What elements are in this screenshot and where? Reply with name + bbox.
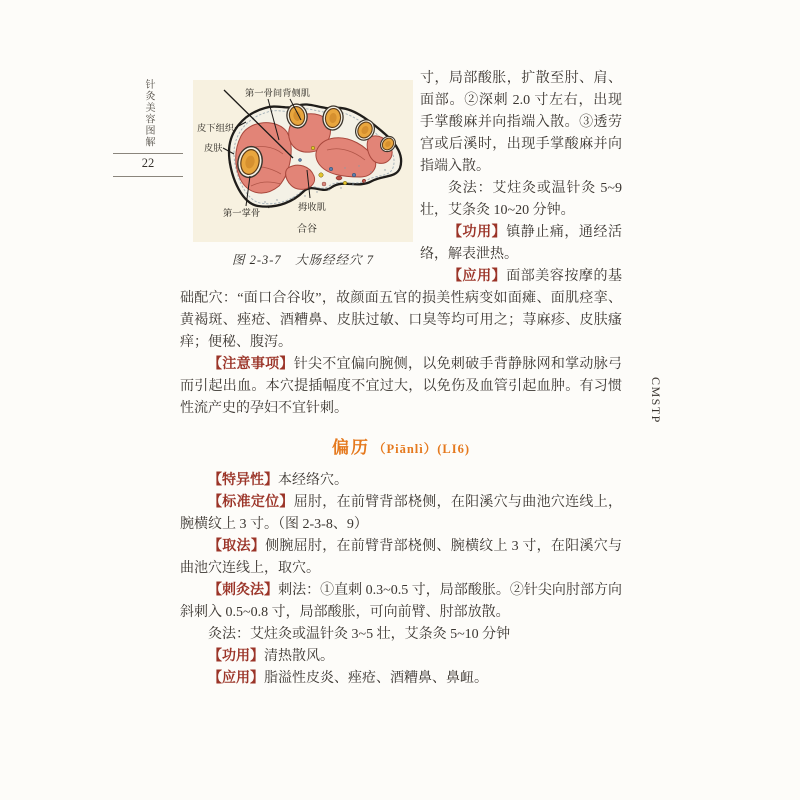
- divider-line: [113, 176, 183, 177]
- body-text: 灸法：艾炷灸或温针灸 5~9 壮，艾条灸 10~20 分钟。: [420, 181, 622, 218]
- body-text: 针尖不宜偏向腕侧，以免刺破手背静脉网和掌动脉弓而引起出血。本穴提插幅度不宜过大，以免伤及血管引起血肿。有习惯性流产史的孕妇不宜针刺。: [180, 357, 623, 416]
- paragraph-needling-method: [180, 580, 622, 624]
- body-text: 脂溢性皮炎、痤疮、酒糟鼻、鼻衄。: [264, 671, 488, 686]
- section-label: 【功用】: [448, 225, 507, 240]
- body-text: 寸，局部酸胀，扩散至肘、肩、面部。②深刺 2.0 寸左右，出现手掌酸麻并向指端入散。③透劳宫或后溪时，出现手掌酸麻并向指端入散。: [420, 71, 622, 174]
- acupoint-pinyin-code: （Piānlì）(LI6): [372, 442, 471, 456]
- body-text: 屈肘，在前臂背部桡侧，在阳溪穴与曲池穴连线上，腕横纹上 3 寸。（图 2-3-8、9）: [180, 495, 623, 532]
- label-dorsal-interosseous: 第一骨间背侧肌: [245, 89, 311, 99]
- body-text: 本经络穴。: [278, 473, 348, 488]
- label-first-metacarpal: 第一掌骨: [223, 209, 261, 219]
- label-skin: 皮肤: [204, 144, 223, 154]
- body-text: 侧腕屈肘，在前臂背部桡侧、腕横纹上 3 寸，在阳溪穴与曲池穴连线上，取穴。: [180, 539, 623, 576]
- section-label: 【标准定位】: [208, 495, 294, 510]
- page-number: 22: [141, 156, 155, 170]
- section-label: 【注意事项】: [208, 357, 294, 372]
- figure-caption: 图 2-3-7 大肠经经穴 7: [231, 253, 375, 267]
- section-label: 【应用】: [208, 671, 264, 686]
- section-label: 【取法】: [208, 539, 266, 554]
- paragraph-application: [180, 668, 622, 690]
- section-label: 【功用】: [208, 649, 264, 664]
- paragraph-function: [180, 646, 622, 668]
- paragraph-standard-location: [180, 492, 622, 536]
- paragraph-precautions: [180, 354, 622, 420]
- label-acupoint-hegu: 合谷: [297, 224, 317, 235]
- section-heading-pianli: [180, 435, 622, 460]
- book-title-vertical: 针灸美容图解: [143, 79, 154, 148]
- paragraph-moxibustion: [180, 624, 622, 646]
- section-label: 【应用】: [448, 269, 507, 284]
- body-text: 刺法：①直刺 0.3~0.5 寸，局部酸胀。②针尖向肘部方向斜刺入 0.5~0.8 寸，局部酸胀，可向前臂、肘部放散。: [180, 583, 622, 620]
- section-label: 【刺灸法】: [208, 583, 279, 598]
- divider-line: [113, 153, 183, 154]
- label-subcutaneous-tissue: 皮下组织: [197, 124, 235, 134]
- anatomy-figure: [180, 68, 420, 276]
- body-text: 灸法：艾炷灸或温针灸 3~5 壮，艾条灸 5~10 分钟: [208, 627, 511, 642]
- acupoint-name: 偏历: [331, 438, 370, 457]
- paragraph-application: [180, 266, 622, 354]
- hand-cross-section-svg: [193, 80, 413, 242]
- page-content: [180, 68, 622, 690]
- body-text: 镇静止痛，通经活络，解表泄热。: [420, 225, 623, 262]
- section-label: 【特异性】: [208, 473, 278, 488]
- paragraph-locating-method: [180, 536, 622, 580]
- spine-mark: CMSTP: [649, 377, 663, 424]
- body-text: 清热散风。: [264, 649, 334, 664]
- paragraph-specificity: [180, 470, 622, 492]
- hand-cross-section-illustration: [193, 80, 413, 242]
- body-text: 面部美容按摩的基础配穴：“面口合谷收”，故颜面五官的损美性病变如面瘫、面肌痉挛、黄褐斑、痤疮、酒糟鼻、皮肤过敏、口臭等均可用之；荨麻疹、皮肤瘙痒；便秘、腹泻。: [180, 269, 623, 350]
- label-adductor-pollicis: 拇收肌: [298, 203, 326, 213]
